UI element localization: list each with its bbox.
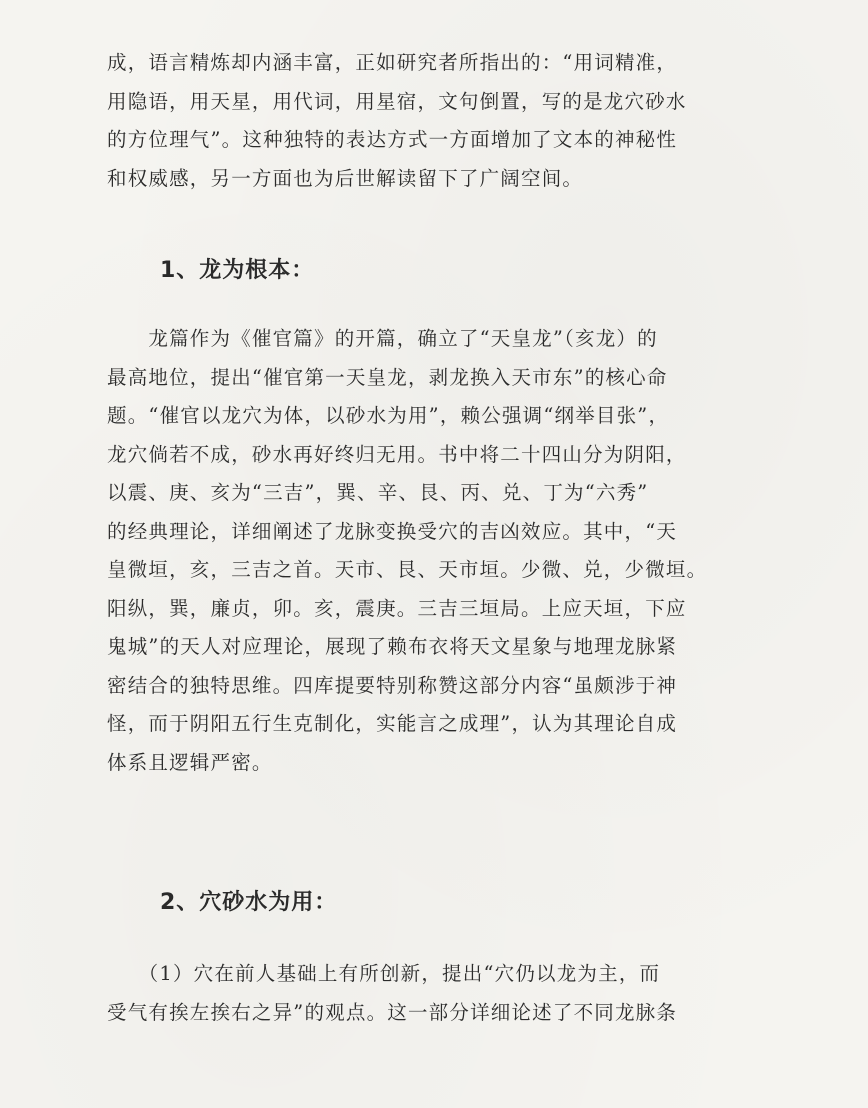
text-line: 龙篇作为《催官篇》的开篇，确立了“天皇龙”（亥龙）的 (107, 327, 658, 350)
text-line: 皇微垣，亥，三吉之首。天市、艮、天市垣。少微、兑，少微垣。 (107, 558, 708, 581)
text-line: 题。“催官以龙穴为体，以砂水为用”，赖公强调“纲举目张”， (107, 404, 670, 427)
text-line: 的经典理论，详细阐述了龙脉变换受穴的吉凶效应。其中，“天 (107, 519, 678, 543)
text-line: （1）穴在前人基础上有所创新，提出“穴仍以龙为主，而 (107, 962, 661, 985)
text-line: 鬼城”的天人对应理论，展现了赖布衣将天文星象与地理龙脉紧 (107, 635, 678, 658)
section1-paragraph (107, 320, 757, 782)
text-line: 体系且逻辑严密。 (107, 750, 273, 774)
text-line: 用隐语，用天星，用代词，用星宿，文句倒置，写的是龙穴砂水 (107, 89, 687, 113)
text-line: 龙穴倘若不成，砂水再好终归无用。书中将二十四山分为阴阳， (107, 442, 687, 466)
text-line: 密结合的独特思维。四库提要特别称赞这部分内容“虽颇涉于神 (107, 673, 678, 697)
intro-paragraph (107, 44, 757, 198)
section-heading-2: 2、穴砂水为用： (160, 890, 338, 915)
section2-paragraph (107, 955, 757, 1032)
text-line: 最高地位，提出“催官第一天皇龙，剥龙换入天市东”的核心命 (107, 365, 668, 389)
text-line: 以震、庚、亥为“三吉”，巽、辛、艮、丙、兑、丁为“六秀” (107, 481, 649, 504)
text-line: 怪，而于阴阳五行生克制化，实能言之成理”，认为其理论自成 (107, 712, 678, 735)
text-line: 成，语言精炼却内涵丰富，正如研究者所指出的：“用词精准， (107, 51, 678, 74)
section-heading-1: 1、龙为根本： (160, 258, 315, 283)
text-line: 受气有挨左挨右之异”的观点。这一部分详细论述了不同龙脉条 (107, 1000, 678, 1024)
text-line: 阳纵，巽，廉贞，卯。亥，震庚。三吉三垣局。上应天垣，下应 (107, 596, 687, 620)
text-line: 和权威感，另一方面也为后世解读留下了广阔空间。 (107, 166, 584, 190)
text-line: 的方位理气”。这种独特的表达方式一方面增加了文本的神秘性 (107, 128, 678, 151)
